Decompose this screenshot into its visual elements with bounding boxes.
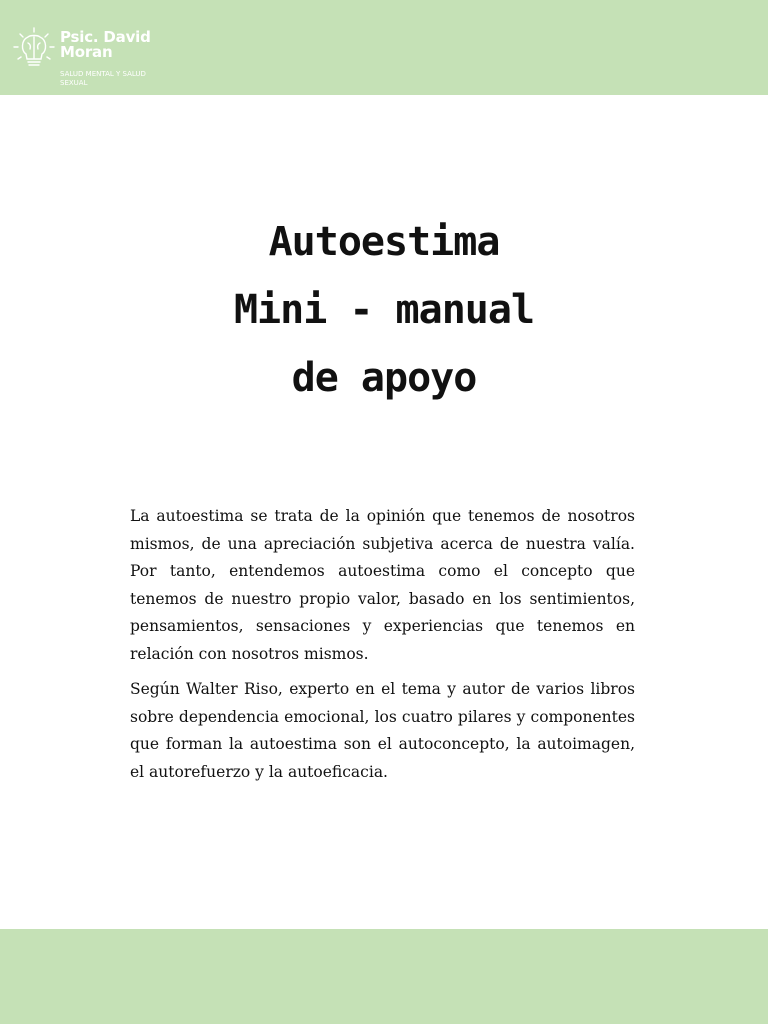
- body-text: [130, 503, 635, 794]
- header-band: [0, 0, 768, 95]
- footer-band: [0, 929, 768, 1024]
- brain-lightbulb-icon: [12, 26, 56, 70]
- logo-name: [60, 30, 151, 60]
- title-line-1: Autoestima: [268, 219, 500, 265]
- title-line-2: Mini - manual: [233, 287, 535, 333]
- logo-name-line2: Moran: [60, 43, 113, 61]
- document-title: [0, 208, 768, 412]
- paragraph-1: La autoestima se trata de la opinión que tenemos de nosotros mismos, de una apreciación subjetiva acerca de nuestra valía. Por tanto, entendemos autoestima como el concepto que tenemos de nuestro propio valor, basado en los sentimientos, pensamientos, sensaciones y experiencias que tenemos en relación con nosotros mismos.: [130, 507, 635, 663]
- title-line-3: de apoyo: [291, 355, 477, 401]
- logo: [12, 26, 192, 88]
- logo-tagline: SALUD MENTAL Y SALUD SEXUAL: [60, 70, 146, 87]
- paragraph-2: Según Walter Riso, experto en el tema y autor de varios libros sobre dependencia emocional, los cuatro pilares y componentes que forman la autoestima son el autoconcepto, la autoimagen, el autorefuerzo y la autoeficacia.: [130, 680, 635, 781]
- logo-name-line1: Psic. David: [60, 28, 151, 46]
